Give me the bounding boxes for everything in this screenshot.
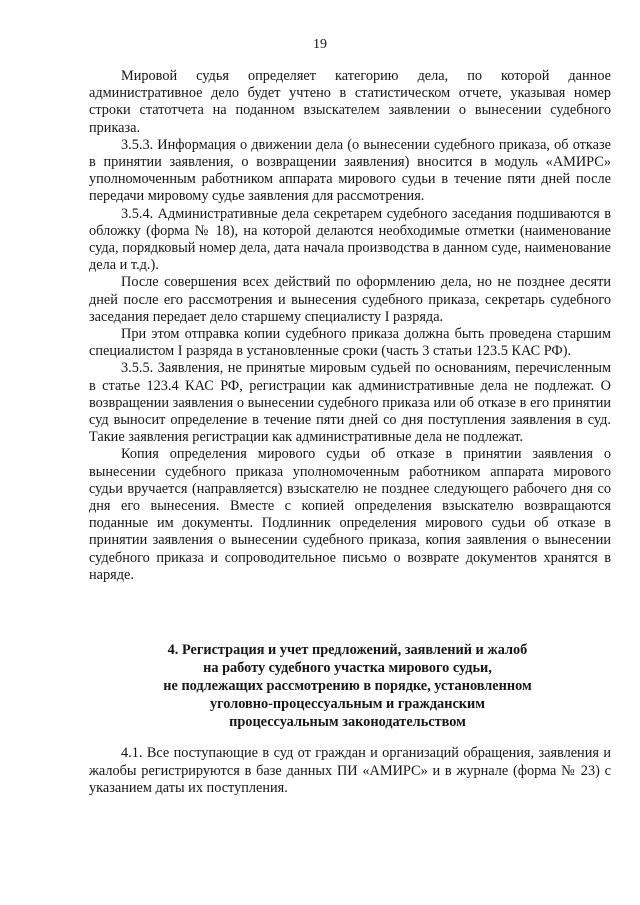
- section-heading-line: не подлежащих рассмотрению в порядке, установленном: [163, 678, 532, 694]
- section-heading-line: на работу судебного участка мирового судьи,: [203, 660, 492, 676]
- section-heading-line: уголовно-процессуальным и гражданским: [210, 696, 485, 712]
- paragraph: Копия определения мирового судьи об отказе в принятии заявления о вынесении судебного приказа уполномоченным работником аппарата мирового судьи вручается (направляется) взыскателю не позднее следующего рабочего дня со дня его вынесения. Вместе с копией определения взыскателю возвращаются поданные им документы. Подлинник определения мирового судьи об отказе в принятии заявления о вынесении судебного приказа, копия заявления о вынесении судебного приказа и сопроводительное письмо о возврате документов хранятся в наряде.: [89, 446, 611, 583]
- paragraph: 4.1. Все поступающие в суд от граждан и организаций обращения, заявления и жалобы регистрируются в базе данных ПИ «АМИРС» и в журнале (форма № 23) с указанием даты их поступления.: [89, 745, 611, 797]
- section-heading-line: 4. Регистрация и учет предложений, заявлений и жалоб: [167, 642, 528, 658]
- paragraph: 3.5.4. Административные дела секретарем судебного заседания подшиваются в обложку (форма № 18), на которой делаются необходимые отметки (наименование суда, порядковый номер дела, дата начала производства в данном суде, наименование дела и т.д.).: [89, 205, 611, 274]
- paragraph: После совершения всех действий по оформлению дела, но не позднее десяти дней после его рассмотрения и вынесения судебного приказа, секретарь судебного заседания передает дело старшему специалисту I разряда.: [89, 274, 611, 325]
- section-heading: [80, 641, 615, 731]
- paragraph: 3.5.5. Заявления, не принятые мировым судьей по основаниям, перечисленным в статье 123.4 КАС РФ, регистрации как административные дела не подлежат. О возвращении заявления о вынесении судебного приказа или об отказе в его принятии суд выносит определение в течение пяти дней со дня поступления заявления в суд. Такие заявления регистрации как административные дела не подлежат.: [89, 360, 611, 446]
- section-body-text: [89, 745, 611, 798]
- paragraph: Мировой судья определяет категорию дела, по которой данное административное дело будет учтено в статистическом отчете, указывая номер строки статотчета на поданном взыскателем заявлении о вынесении судебного приказа.: [89, 68, 611, 136]
- paragraph: 3.5.3. Информация о движении дела (о вынесении судебного приказа, об отказе в принятии заявления, о возвращении заявления) вносится в модуль «АМИРС» уполномоченным работником аппарата мирового судьи в течение пяти дней после передачи мировому судье заявления для рассмотрения.: [89, 136, 611, 205]
- paragraph: При этом отправка копии судебного приказа должна быть проведена старшим специалистом I разряда в установленные сроки (часть 3 статьи 123.5 КАС РФ).: [89, 326, 611, 360]
- section-heading-line: процессуальным законодательством: [229, 714, 466, 730]
- body-text: [89, 68, 611, 584]
- page-number: 19: [313, 37, 327, 52]
